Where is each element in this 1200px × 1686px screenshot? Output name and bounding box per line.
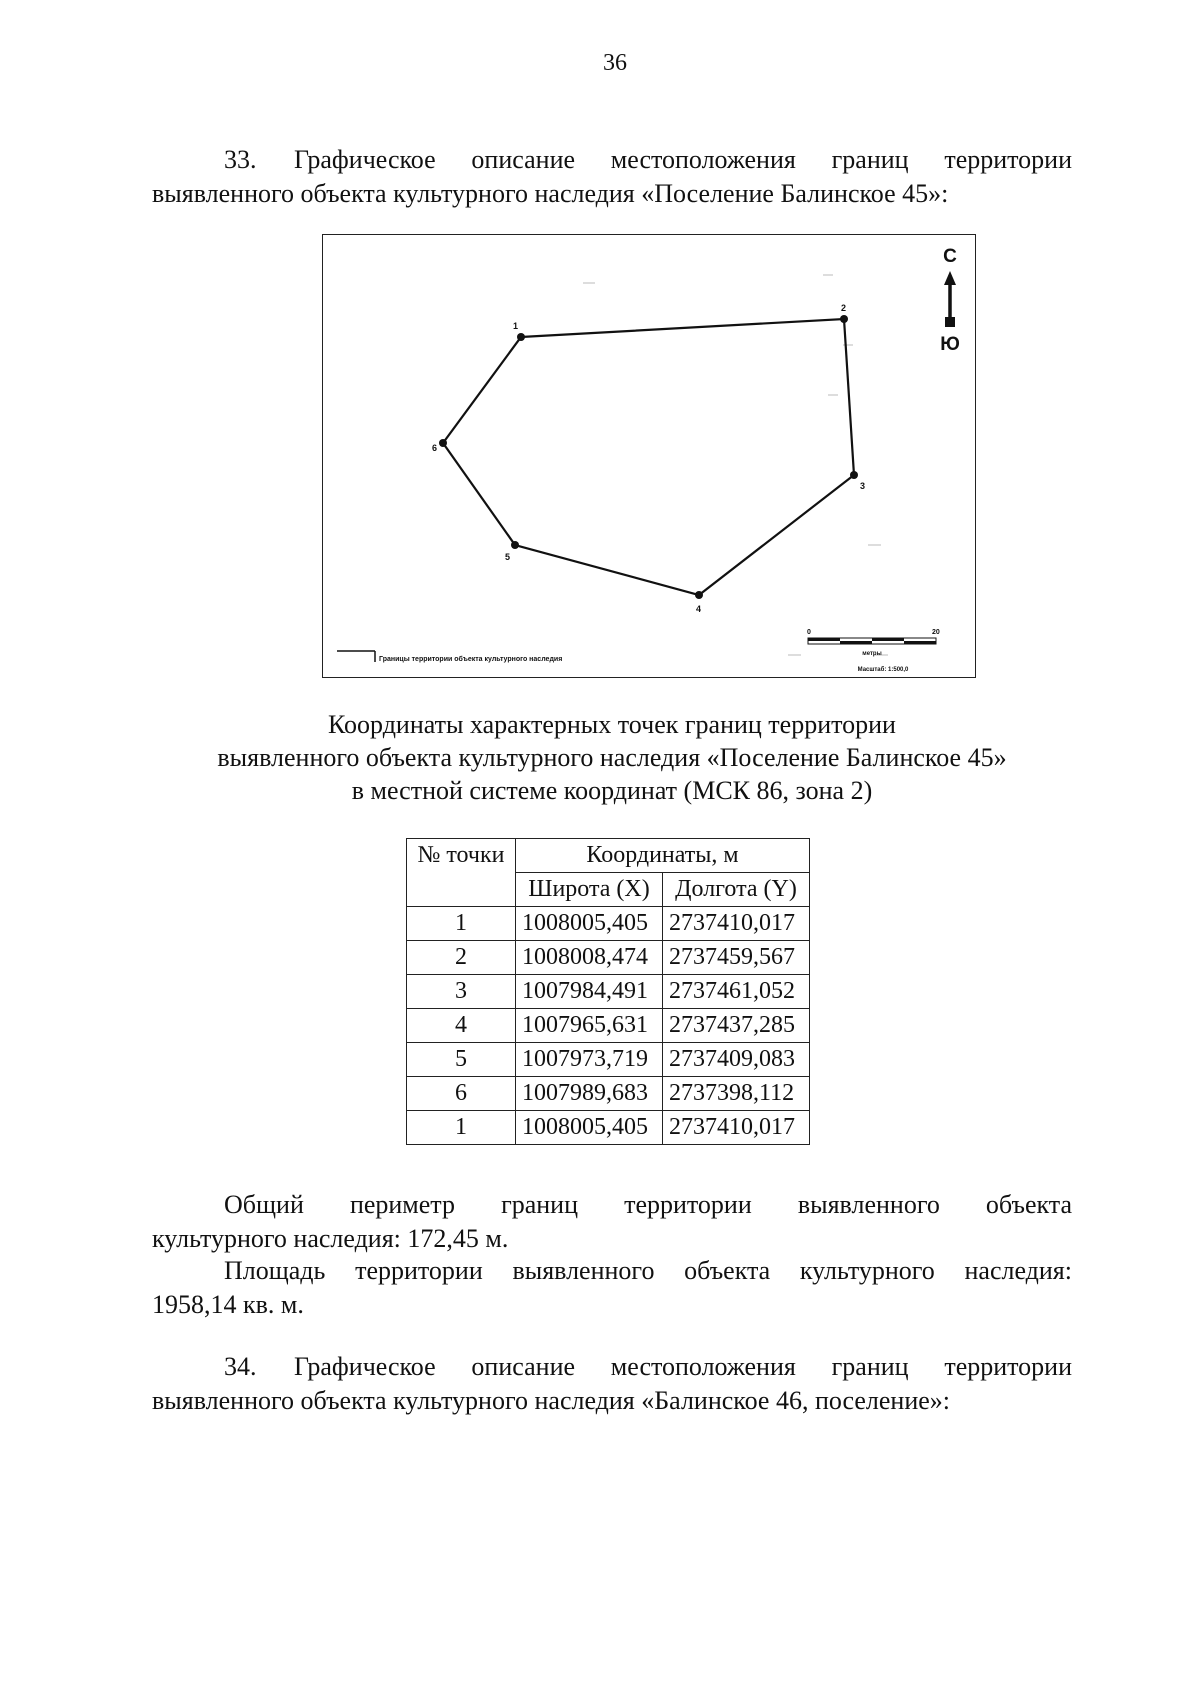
south-label: Ю <box>940 334 960 355</box>
cell-y: 2737410,017 <box>663 1111 810 1145</box>
cell-point: 4 <box>407 1009 516 1043</box>
perimeter-line2: культурного наследия: 172,45 м. <box>152 1224 509 1253</box>
table-row <box>407 1009 810 1043</box>
point-marker-1 <box>517 333 525 341</box>
map-legend <box>337 651 562 663</box>
point-marker-3 <box>850 471 858 479</box>
area-line2: 1958,14 кв. м. <box>152 1290 304 1319</box>
table-row <box>407 1077 810 1111</box>
cell-point: 1 <box>407 907 516 941</box>
north-arrow <box>940 246 960 355</box>
point-label-2: 2 <box>841 303 847 313</box>
section-33-line2: выявленного объекта культурного наследия «Поселение Балинское 45»: <box>152 179 949 208</box>
table-row <box>407 975 810 1009</box>
cell-x: 1008008,474 <box>516 941 663 975</box>
point-marker-4 <box>695 591 703 599</box>
scale-unit: метры <box>862 651 882 657</box>
area-line1: Площадь территории выявленного объекта культурного наследия: <box>224 1256 1072 1285</box>
cell-y: 2737410,017 <box>663 907 810 941</box>
point-label-3: 3 <box>860 481 866 491</box>
area-paragraph <box>152 1254 1072 1322</box>
north-label: С <box>943 246 957 267</box>
table-row <box>407 941 810 975</box>
cell-point: 3 <box>407 975 516 1009</box>
section-34-number: 34. <box>224 1352 257 1381</box>
section-34-line2: выявленного объекта культурного наследия «Балинское 46, поселение»: <box>152 1386 951 1415</box>
table-row <box>407 1043 810 1077</box>
cell-point: 1 <box>407 1111 516 1145</box>
section-34-line1: Графическое описание местоположения границ территории <box>294 1352 1072 1381</box>
point-label-6: 6 <box>432 443 438 453</box>
section-34-heading <box>152 1350 1072 1418</box>
boundary-map-svg <box>323 235 977 679</box>
cell-y: 2737398,112 <box>663 1077 810 1111</box>
header-x: Широта (X) <box>516 873 663 907</box>
cell-y: 2737409,083 <box>663 1043 810 1077</box>
cell-x: 1007965,631 <box>516 1009 663 1043</box>
table-header-row <box>407 839 810 873</box>
cell-x: 1007989,683 <box>516 1077 663 1111</box>
cell-x: 1007973,719 <box>516 1043 663 1077</box>
point-label-5: 5 <box>505 552 511 562</box>
boundary-map <box>322 234 976 678</box>
point-label-1: 1 <box>513 321 519 331</box>
header-y: Долгота (Y) <box>663 873 810 907</box>
header-coordinates: Координаты, м <box>516 839 810 873</box>
point-marker-5 <box>511 541 519 549</box>
section-33-number: 33. <box>224 145 257 174</box>
cell-y: 2737437,285 <box>663 1009 810 1043</box>
cell-point: 2 <box>407 941 516 975</box>
scale-start: 0 <box>807 629 811 636</box>
cell-point: 6 <box>407 1077 516 1111</box>
table-row <box>407 907 810 941</box>
scale-bar <box>807 629 940 673</box>
coordinates-title-line3: в местной системе координат (МСК 86, зона 2) <box>351 776 873 805</box>
coordinates-title-line2: выявленного объекта культурного наследия «Поселение Балинское 45» <box>217 743 1007 772</box>
coordinates-title-line1: Координаты характерных точек границ территории <box>328 710 896 739</box>
table-row <box>407 1111 810 1145</box>
cell-x: 1008005,405 <box>516 1111 663 1145</box>
point-marker-6 <box>439 439 447 447</box>
legend-text: Границы территории объекта культурного наследия <box>379 656 563 663</box>
section-33-line1: Графическое описание местоположения границ территории <box>294 145 1072 174</box>
perimeter-line1: Общий периметр границ территории выявленного объекта <box>224 1190 1072 1219</box>
cell-y: 2737461,052 <box>663 975 810 1009</box>
coordinates-title <box>152 708 1072 807</box>
cell-point: 5 <box>407 1043 516 1077</box>
scale-end: 20 <box>932 629 940 636</box>
point-marker-2 <box>840 315 848 323</box>
header-point: № точки <box>407 839 516 907</box>
perimeter-paragraph <box>152 1188 1072 1256</box>
scale-text: Масштаб: 1:500,0 <box>857 667 909 673</box>
cell-x: 1008005,405 <box>516 907 663 941</box>
section-33-heading <box>152 143 1072 211</box>
cell-y: 2737459,567 <box>663 941 810 975</box>
cell-x: 1007984,491 <box>516 975 663 1009</box>
point-label-4: 4 <box>696 604 702 614</box>
page-number: 36 <box>603 50 627 76</box>
north-arrow-head-icon <box>944 271 956 285</box>
coordinates-table <box>406 838 810 1145</box>
